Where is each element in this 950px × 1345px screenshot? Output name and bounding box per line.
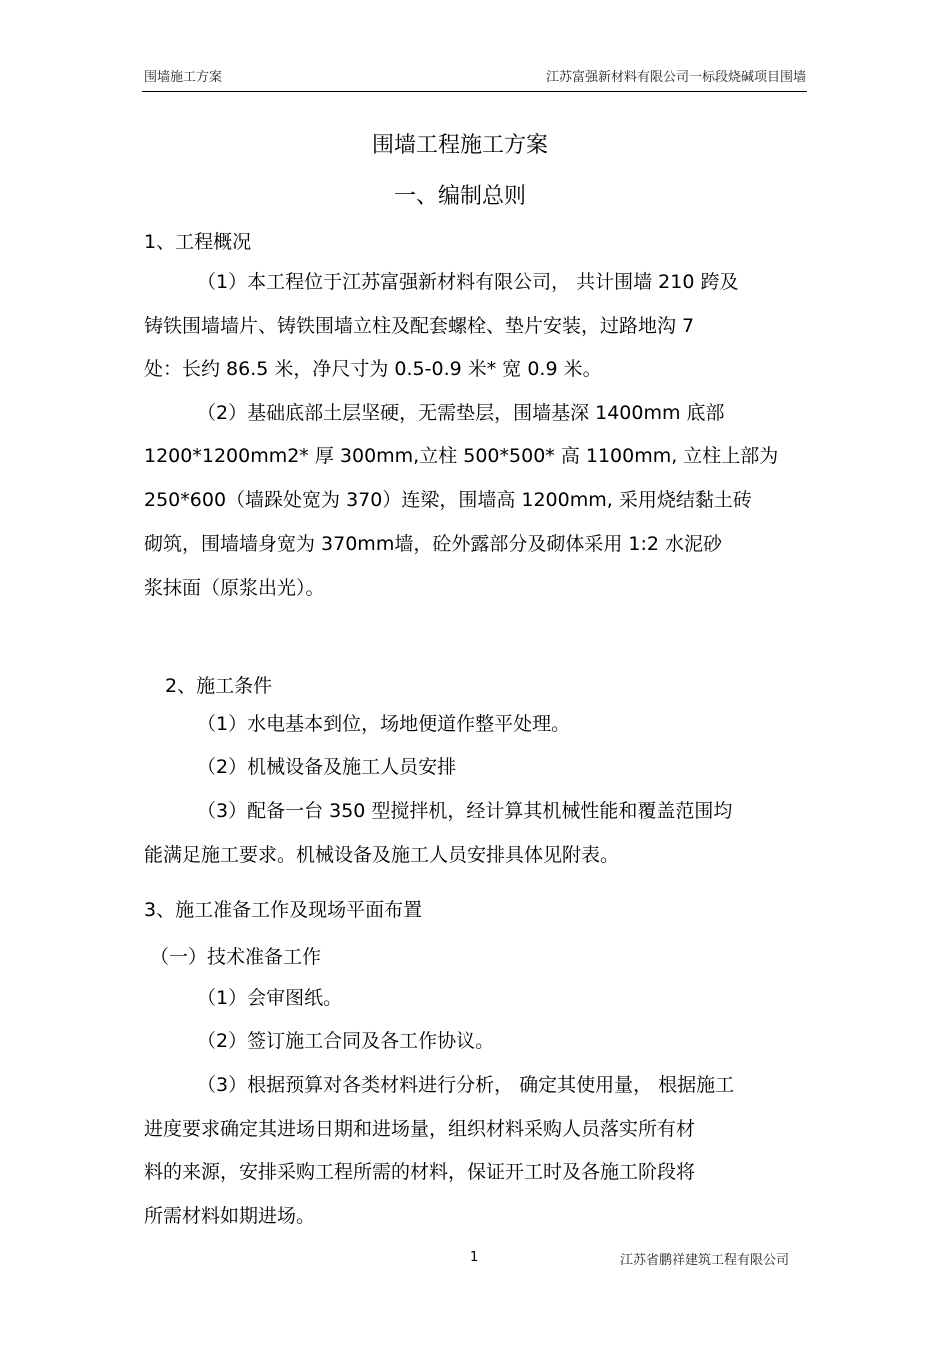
section-heading-conditions: 2、施工条件 (165, 675, 273, 697)
paragraph-line: 250*600（墙跺处宽为 370）连梁，围墙高 1200mm, 采用烧结黏土砖 (144, 489, 752, 511)
list-item: （3）根据预算对各类材料进行分析， 确定其使用量， 根据施工 (197, 1074, 735, 1096)
paragraph-line: 砌筑，围墙墙身宽为 370mm墙，砼外露部分及砌体采用 1:2 水泥砂 (144, 533, 722, 555)
paragraph-line: 浆抹面（原浆出光）。 (144, 577, 325, 599)
paragraph-line: 处：长约 86.5 米，净尺寸为 0.5-0.9 米* 宽 0.9 米。 (144, 358, 602, 380)
subsection-heading: （一）技术准备工作 (150, 946, 322, 968)
footer-company: 江苏省鹏祥建筑工程有限公司 (620, 1253, 790, 1268)
list-item: （1）水电基本到位，场地便道作整平处理。 (197, 713, 571, 735)
list-item: （3）配备一台 350 型搅拌机，经计算其机械性能和覆盖范围均 (197, 800, 733, 822)
paragraph-line: 1200*1200mm2* 厚 300mm,立柱 500*500* 高 1100mm, 立柱上部为 (144, 445, 779, 467)
paragraph-line: （1）本工程位于江苏富强新材料有限公司， 共计围墙 210 跨及 (197, 271, 739, 293)
paragraph-line: 进度要求确定其进场日期和进场量，组织材料采购人员落实所有材 (144, 1118, 696, 1140)
section-heading-overview: 1、工程概况 (144, 231, 252, 253)
document-title: 围墙工程施工方案 (371, 133, 548, 158)
paragraph-line: （2）基础底部土层坚硬，无需垫层，围墙基深 1400mm 底部 (197, 402, 725, 424)
paragraph-line: 所需材料如期进场。 (144, 1205, 316, 1227)
paragraph-line: 能满足施工要求。机械设备及施工人员安排具体见附表。 (144, 844, 620, 866)
header-project-name: 江苏富强新材料有限公司一标段烧碱项目围墙 (545, 70, 806, 85)
header-doc-title: 围墙施工方案 (144, 70, 223, 85)
page-number: 1 (470, 1250, 479, 1265)
paragraph-line: 料的来源，安排采购工程所需的材料，保证开工时及各施工阶段将 (144, 1161, 696, 1183)
section-heading-preparation: 3、施工准备工作及现场平面布置 (144, 899, 423, 921)
paragraph-line: 铸铁围墙墙片、铸铁围墙立柱及配套螺栓、垫片安装，过路地沟 7 (144, 315, 695, 337)
list-item: （2）签订施工合同及各工作协议。 (197, 1030, 495, 1052)
list-item: （2）机械设备及施工人员安排 (197, 756, 457, 778)
chapter-heading: 一、编制总则 (393, 184, 526, 209)
list-item: （1）会审图纸。 (197, 987, 343, 1009)
header-rule (142, 91, 807, 92)
